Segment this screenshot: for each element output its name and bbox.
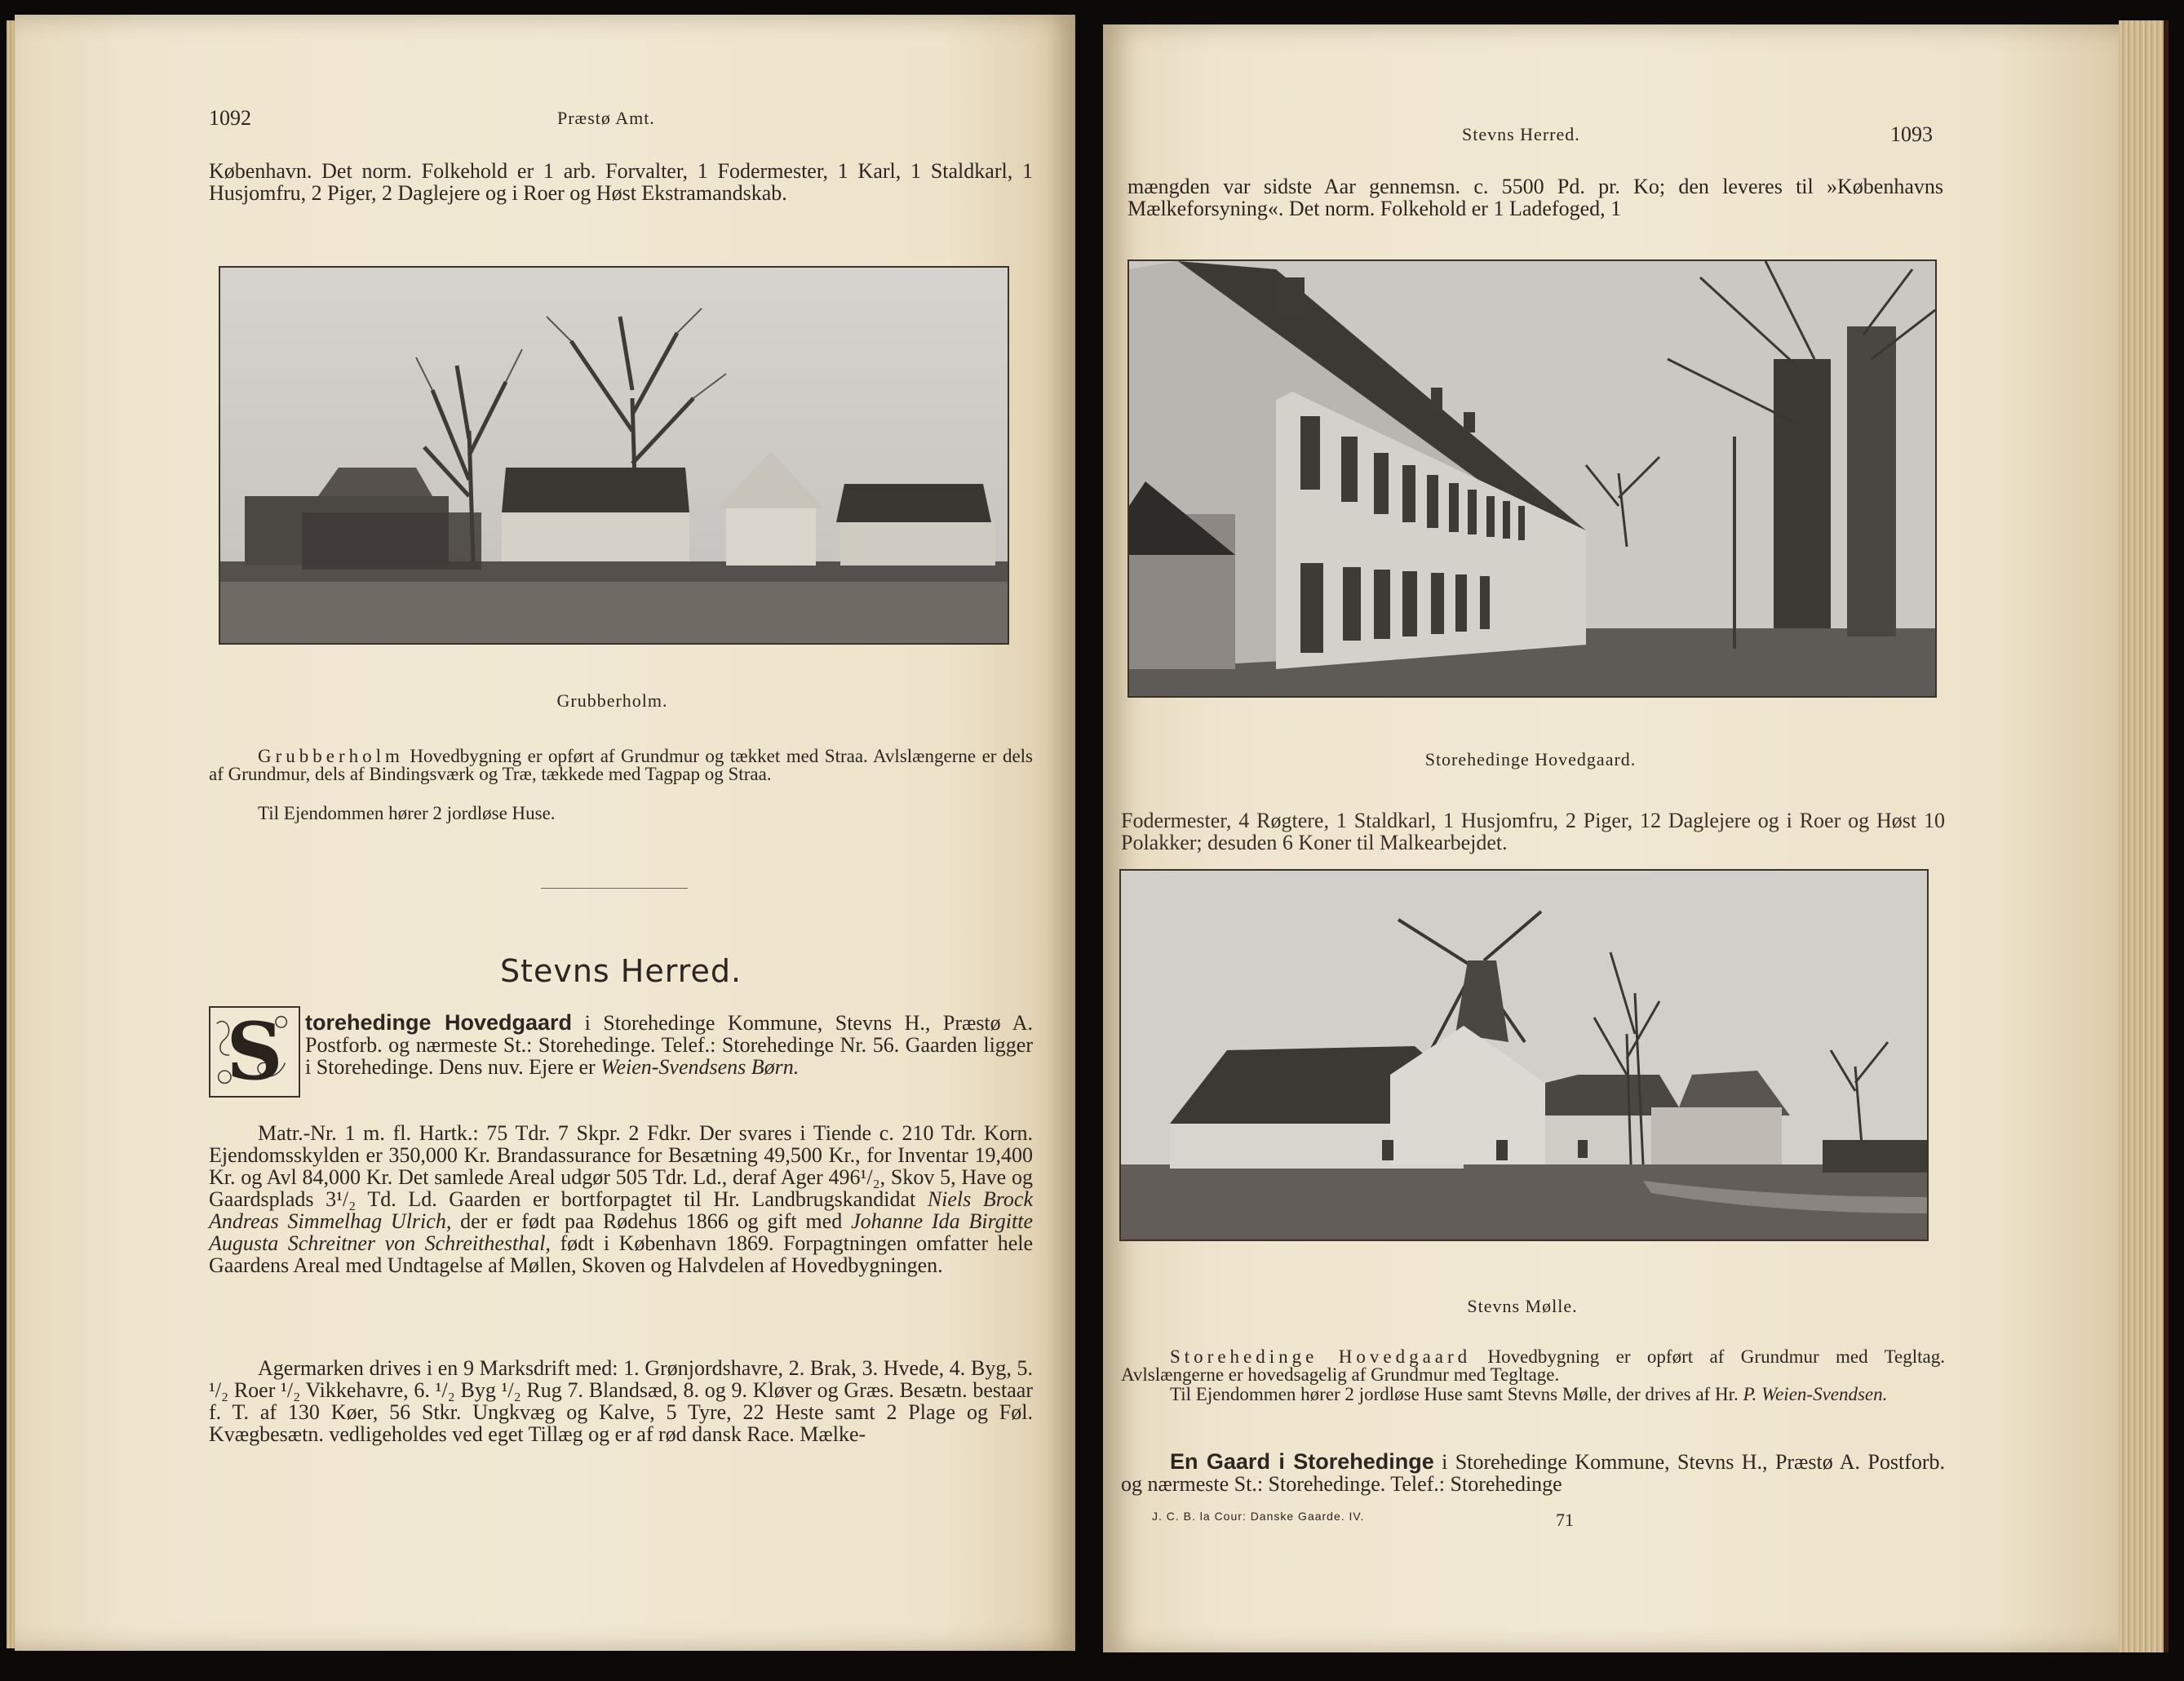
photo2-caption: Stevns Mølle. (1467, 1296, 1578, 1316)
description-name: Grubberholm (258, 746, 404, 766)
description-paragraph (209, 747, 1033, 783)
right-page (1103, 24, 2119, 1652)
p2-text-b: der er født paa Rødehus 1866 og gift med (451, 1209, 852, 1233)
description-name: Storehedinge Hovedgaard (1170, 1346, 1472, 1367)
next-entry-name: En Gaard i Storehedinge (1170, 1449, 1434, 1474)
p2-text-c: født i København 1869. Forpagtningen omfatter hele Gaardens Areal med Undtagelse af Møllen, Skoven og Halvdelen af Hovedbygningen. (209, 1231, 1034, 1277)
description-paragraph (1121, 1348, 1945, 1384)
mill-operator-name: P. Weien-Svendsen. (1743, 1384, 1888, 1404)
footer-signature: J. C. B. la Cour: Danske Gaarde. IV. (1152, 1510, 1365, 1523)
top-paragraph: København. Det norm. Folkehold er 1 arb. Forvalter, 1 Fodermester, 1 Karl, 1 Staldkarl, 1 Husjomfru, 2 Piger, 2 Daglejere og i Roer og Høst Ekstramandskab. (209, 159, 1033, 205)
photo1-caption: Storehedinge Hovedgaard. (1424, 749, 1637, 770)
signature-number: 71 (1556, 1510, 1574, 1530)
entry-paragraph-2 (209, 1122, 1033, 1276)
middle-paragraph: Fodermester, 4 Røgtere, 1 Staldkarl, 1 Husjomfru, 2 Piger, 12 Daglejere og i Roer og Høst 10 Polakker; desuden 6 Koner til Malkearbejdet. (1121, 809, 1945, 854)
entry-intro: i Storehedinge Kommune, Stevns H., Præstø A. Postforb. og nærmeste St.: Storehedinge. Telef.: Storehedinge Nr. 56. Gaarden ligger i Storehedinge. Dens nuv. Ejere er (305, 1011, 1033, 1079)
running-head: Stevns Herred. (1462, 124, 1580, 144)
description-second-text: Til Ejendommen hører 2 jordløse Huse samt Stevns Mølle, der drives af Hr. (1170, 1384, 1743, 1404)
description-second-line: Til Ejendommen hører 2 jordløse Huse. (258, 803, 556, 823)
drop-cap-letter: S (226, 1005, 283, 1098)
photo-grubberholm (219, 266, 1009, 645)
entry-paragraph-3: Agermarken drives i en 9 Marksdrift med: 1. Grønjordshavre, 2. Brak, 3. Hvede, 4. Byg, 5. ¹/₂ Roer ¹/₂ Vikkehavre, 6. ¹/₂ Byg ¹/₂ Rug 7. Blandsæd, 8. og 9. Kløver og Græs. Besætn. bestaar f. T. af 130 Køer, 56 Stkr. Ungkvæg og Kalve, 5 Tyre, 22 Heste samt 2 Plage og Føl. Kvægbesætn. vedligeholdes ved eget Tillæg og er af rød dansk Race. Mælke- (209, 1356, 1033, 1446)
page-number: 1093 (1890, 122, 1933, 146)
page-number: 1092 (209, 106, 251, 130)
next-entry-text: i Storehedinge Kommune, Stevns H., Præstø A. Postforb. og nærmeste St.: Storehedinge. Telef.: Storehedinge (1121, 1450, 1946, 1496)
top-paragraph: mængden var sidste Aar gennemsn. c. 5500 Pd. pr. Ko; den leveres til »Københavns Mælkeforsyning«. Det norm. Folkehold er 1 Ladefoged, 1 (1127, 175, 1943, 220)
next-entry-paragraph (1121, 1451, 1945, 1495)
entry-owners: Weien-Svendsens Børn. (600, 1055, 800, 1079)
left-page (15, 15, 1075, 1651)
photo-stevns-molle (1119, 869, 1929, 1241)
description-text: Hovedbygning er opført af Grundmur og tækket med Straa. Avlslængerne er dels af Grundmur, dels af Bindingsværk og Træ, tækkede med Tagpap og Straa. (209, 746, 1033, 784)
photo-storehedinge-hovedgaard (1127, 259, 1937, 698)
book-edge-right (2119, 20, 2168, 1652)
photo-caption: Grubberholm. (556, 690, 668, 711)
section-divider (541, 888, 688, 889)
running-head: Præstø Amt. (557, 108, 655, 128)
description-text: Hovedbygning er opført af Grundmur med Tegltag. Avlslængerne er hovedsagelig af Grundmur med Tegltage. (1121, 1346, 1945, 1385)
entry-paragraph-1 (209, 1012, 1033, 1102)
p2-text-a: Matr.-Nr. 1 m. fl. Hartk.: 75 Tdr. 7 Skpr. 2 Fdkr. Der svares i Tiende c. 210 Tdr. Korn. Ejendomsskylden er 350,000 Kr. Brandassurance for Besætning 49,500 Kr., for Inventar 19,400 Kr. og Avl 84,000 Kr. Det samlede Areal udgør 505 Tdr. Ld., deraf Ager 496¹/₂, Skov 5, Have og Gaardsplads 3¹/₂ Td. Ld. Gaarden er bortforpagtet til Hr. Landbrugskandidat (209, 1121, 1033, 1211)
spouse-name: Johanne Ida Birgitte Augusta Schreitner von Schreithesthal, (209, 1209, 1033, 1255)
entry-name: torehedinge Hovedgaard (305, 1010, 573, 1035)
description-second-line (1121, 1386, 1945, 1404)
section-heading: Stevns Herred. (499, 953, 742, 989)
tenant-name: Niels Brock Andreas Simmelhag Ulrich, (209, 1187, 1033, 1233)
